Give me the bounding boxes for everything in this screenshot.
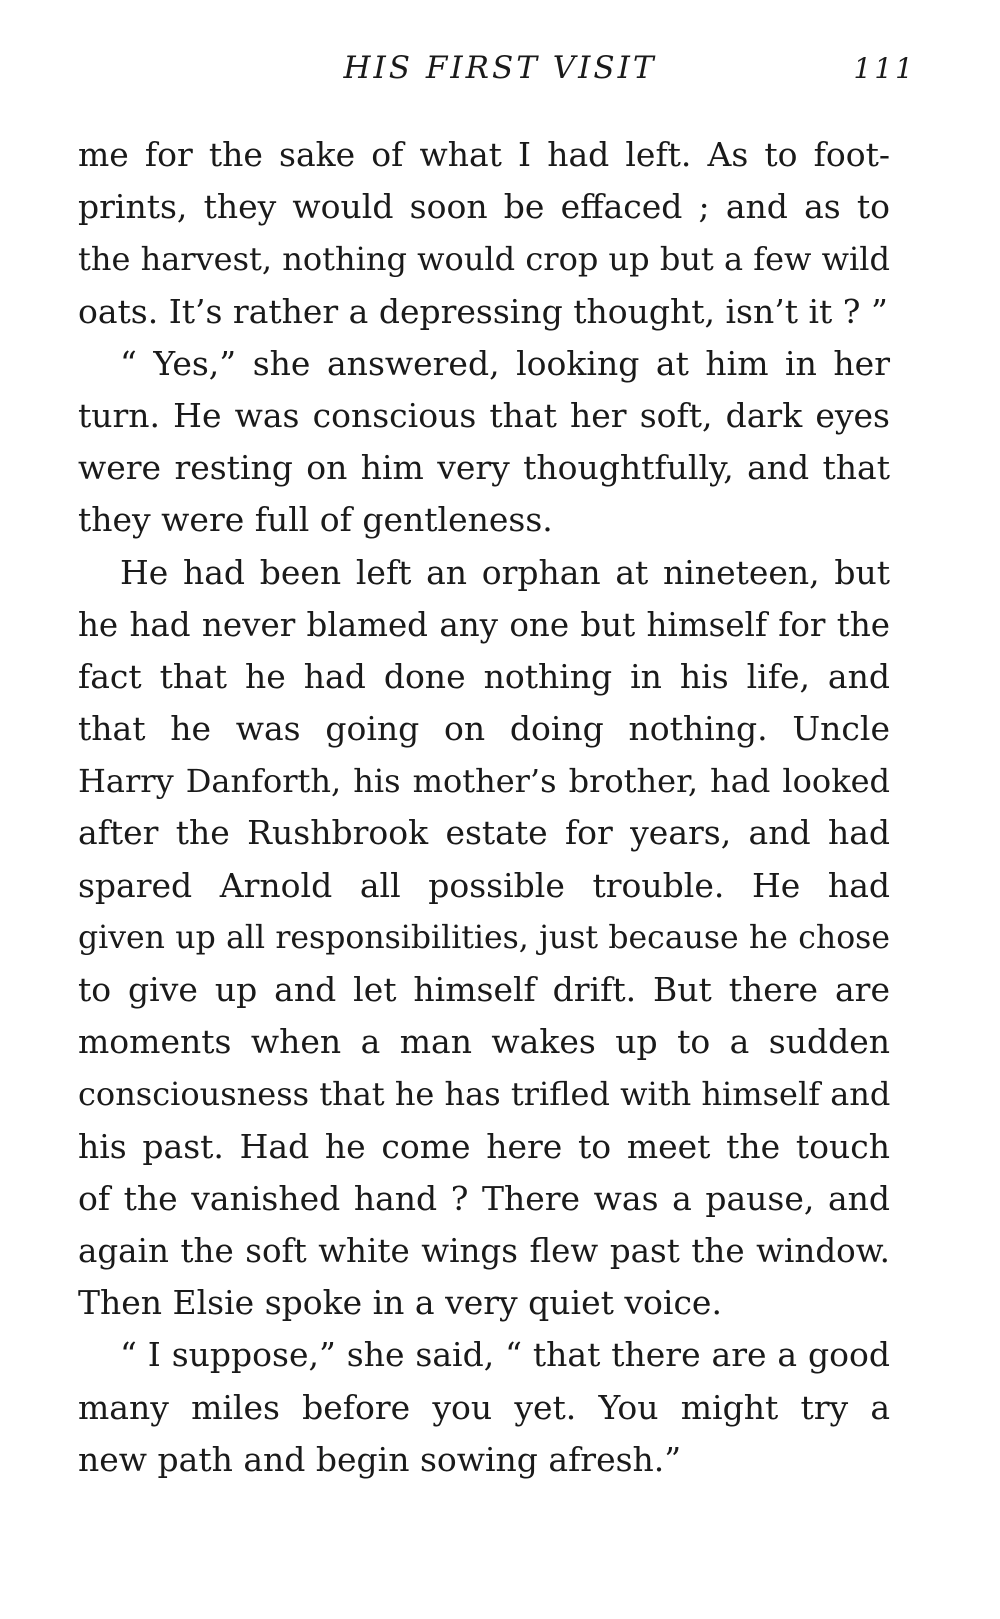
text-line: prints, they would soon be effaced ; and as to [78,187,890,227]
text-line: “ Yes,” she answered, looking at him in her [120,343,890,383]
text-line: they were full of gentleness. [78,500,553,540]
text-line: Then Elsie spoke in a very quiet voice. [78,1283,722,1323]
text-line: He had been left an orphan at nineteen, but [120,552,890,592]
text-line: new path and begin sowing afresh.” [78,1439,682,1479]
text-line: that he was going on doing nothing. Uncle [78,709,890,749]
page-header [0,50,1000,90]
text-line: were resting on him very thoughtfully, and that [78,448,890,488]
text-line: the harvest, nothing would crop up but a few wild [78,240,890,279]
text-line: his past. Had he come here to meet the touch [78,1126,890,1166]
text-line: moments when a man wakes up to a sudden [78,1022,890,1062]
page-number: 111 [853,52,916,85]
text-line: “ I suppose,” she said, “ that there are a good [120,1335,890,1375]
running-title: HIS FIRST VISIT [343,50,657,86]
body-text [78,129,890,1486]
text-line: of the vanished hand ? There was a pause, and [78,1178,890,1218]
text-line: spared Arnold all possible trouble. He had [78,865,890,905]
text-line: many miles before you yet. You might try a [78,1387,890,1427]
text-line: fact that he had done nothing in his life, and [78,656,890,696]
text-line: after the Rushbrook estate for years, and had [78,813,890,853]
text-line: to give up and let himself drift. But there are [78,970,890,1009]
text-line: oats. It’s rather a depressing thought, isn’t it ? ” [78,291,888,331]
text-line: he had never blamed any one but himself for the [78,605,890,644]
text-line: consciousness that he has trifled with himself and [78,1075,891,1114]
text-line: given up all responsibilities, just because he chose [78,919,890,956]
text-line: turn. He was conscious that her soft, dark eyes [78,395,890,435]
text-line: me for the sake of what I had left. As to foot- [78,135,890,174]
text-line: Harry Danforth, his mother’s brother, had looked [78,762,890,801]
text-line: again the soft white wings flew past the window. [78,1231,890,1270]
